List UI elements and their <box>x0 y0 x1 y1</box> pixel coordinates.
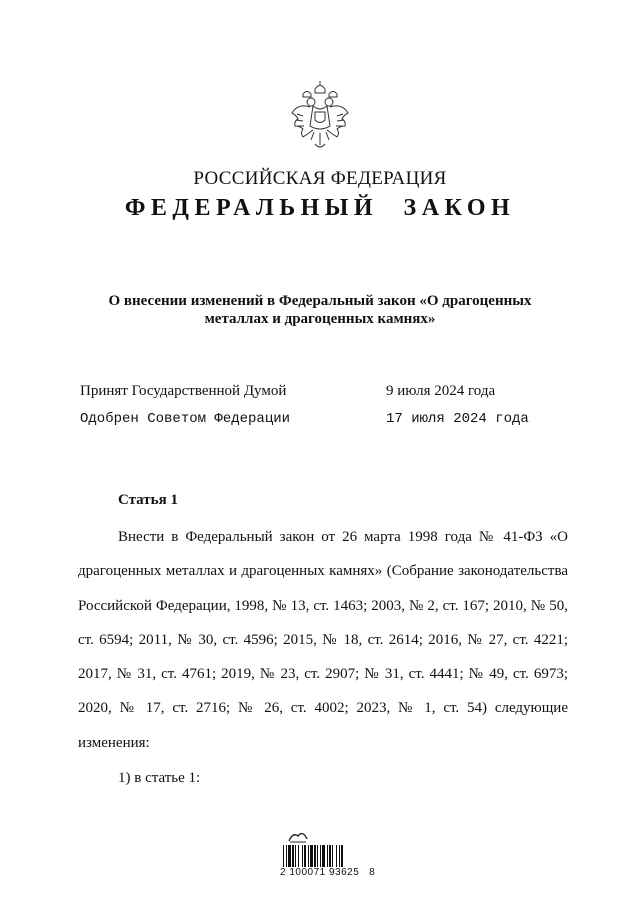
duma-adoption-label: Принят Государственной Думой <box>80 383 287 399</box>
duma-adoption-date: 9 июля 2024 года <box>386 383 496 399</box>
barcode-icon <box>283 845 359 867</box>
law-subject <box>0 292 640 328</box>
council-approval-date: 17 июля 2024 года <box>386 411 529 427</box>
country-name: РОССИЙСКАЯ ФЕДЕРАЦИЯ <box>193 168 447 189</box>
article-title: Статья 1 <box>118 492 178 508</box>
coat-of-arms-icon <box>289 80 351 153</box>
law-subject-line: металлах и драгоценных камнях» <box>204 311 436 327</box>
law-type-title: ФЕДЕРАЛЬНЫЙ ЗАКОН <box>124 195 516 221</box>
barcode-number: 2 100071 93625 8 <box>280 867 376 878</box>
article-item: 1) в статье 1: <box>118 770 201 786</box>
law-subject-line: О внесении изменений в Федеральный закон «О драгоценных <box>108 293 532 309</box>
stamp-mark-icon <box>287 830 309 844</box>
article-body: Внести в Федеральный закон от 26 марта 1998 года № 41-ФЗ «О драгоценных металлах и драгоценных камнях» (Собрание законодательства Российской Федерации, 1998, № 13, ст. 1463; 2003, № 2, ст. 167; 2010, № 50, ст. 6594; 2011, № 30, ст. 4596; 2015, № 18, ст. 2614; 2016, № 27, ст. 4221; 2017, № 31, ст. 4761; 2019, № 23, ст. 2907; № 31, ст. 4441; № 49, ст. 6973; 2020, № 17, ст. 2716; № 26, ст. 4002; 2023, № 1, ст. 54) следующие изменения: <box>78 529 568 751</box>
council-approval-label: Одобрен Советом Федерации <box>80 411 291 427</box>
